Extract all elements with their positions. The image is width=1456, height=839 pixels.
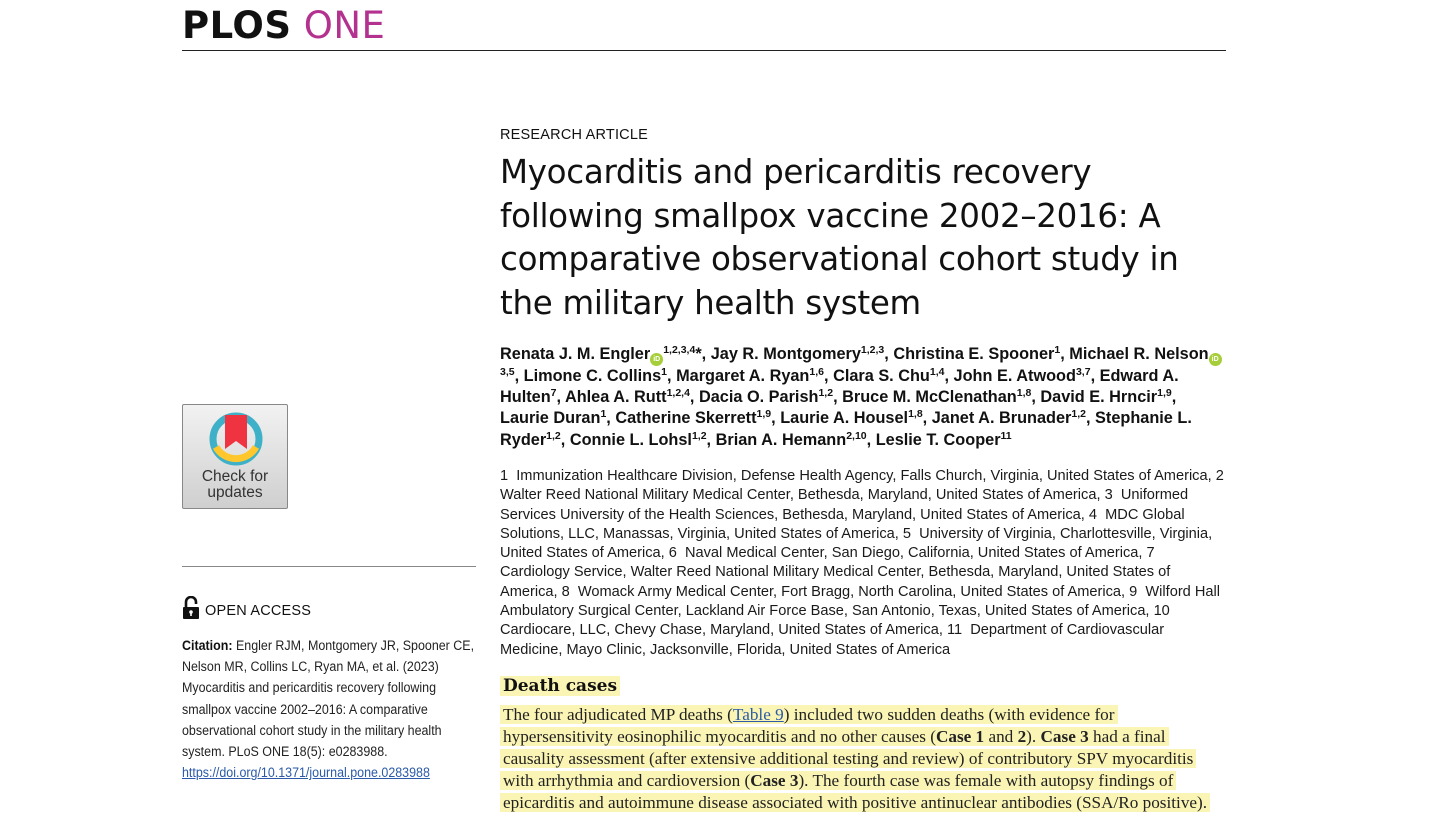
affiliation-text: Cardiology Service, Walter Reed National Military Medical Center, Bethesda, Maryland, United States of America, — [500, 564, 1171, 600]
author-name[interactable]: Brian A. Hemann — [715, 430, 847, 449]
affiliation-number: 4 — [1088, 506, 1098, 523]
citation-text: Engler RJM, Montgomery JR, Spooner CE, Nelson MR, Collins LC, Ryan MA, et al. (2023) Myocarditis and pericarditis recovery following smallpox vaccine 2002–2016: A comparative observational cohort study in the military health system. PLoS ONE 18(5): e0283988. — [182, 638, 475, 760]
author-affiliation-sup: 1,9 — [756, 408, 772, 421]
author-name[interactable]: Jay R. Montgomery — [710, 345, 861, 363]
author-name[interactable]: Ahlea A. Rutt — [564, 388, 667, 407]
author-affiliation-sup: 1,8 — [908, 408, 923, 421]
author-name[interactable]: David E. Hrncir — [1040, 388, 1158, 407]
affiliation-text: MDC Global Solutions, LLC, Manassas, Virginia, United States of America, — [500, 506, 1185, 542]
author-name[interactable]: Stephanie L. Ryder — [500, 409, 1192, 449]
citation-label: Citation: — [182, 638, 233, 653]
author-name[interactable]: Edward A. Hulten — [500, 367, 1179, 407]
author-affiliation-sup: 1 — [661, 366, 668, 378]
sidebar-divider — [182, 566, 476, 567]
crossmark-icon — [208, 411, 264, 467]
orcid-icon[interactable]: iD — [650, 353, 663, 366]
author-name[interactable]: John E. Atwood — [953, 367, 1076, 385]
author-affiliation-sup: 1,2 — [818, 387, 834, 400]
author-list: Renata J. M. Engler iD$^{1,2,3,4}$*, Jay R. Montgomery$^{1,2,3}$, Christina E. Spooner$^1$, Michael R. Nelson iD$^{3,5}$, Limone C. Collins$^1$, Margaret A. Ryan$^{1,6}$, Clara S. Chu$^{1,4}$, John E. Atwood$^{3,7}$, Edward A. Hulten$^7$, Ahlea A. Rutt$^{1,2,4}$, Dacia O. Parish$^{1,2}$, Bruce M. McClenathan$^{1,8}$, David E. Hrncir$^{1,9}$, Laurie Duran$^1$, Catherine Skerrett$^{1,9}$, Laurie A. Housel$^{1,8}$, Janet A. Brunader$^{1,2}$, Stephanie L. Ryder$^{1,2}$, Connie L. Lohsl$^{1,2}$, Brian A. Hemann$^{2,10}$, Leslie T. Cooper$^{11}$ — [500, 344, 1226, 451]
author-affiliation-sup: 2,10 — [846, 429, 867, 442]
check-for-updates-label: Check for updates — [201, 468, 269, 501]
author-affiliation-sup: 1 — [600, 408, 607, 421]
affiliation-text: Naval Medical Center, San Diego, California, United States of America, — [684, 545, 1143, 562]
corresponding-author-mark: * — [695, 345, 702, 363]
author-name[interactable]: Laurie Duran — [500, 409, 601, 428]
author-affiliation-sup: 1,2 — [691, 429, 707, 442]
author-name[interactable]: Michael R. Nelson — [1069, 345, 1209, 363]
author-affiliation-sup: 1,8 — [1016, 387, 1032, 400]
author-affiliation-sup: 7 — [550, 387, 557, 400]
affiliation-text: Wilford Hall Ambulatory Surgical Center, Lackland Air Force Base, San Antonio, Texas, United States of America, — [500, 583, 1220, 620]
article-title: Myocarditis and pericarditis recovery following smallpox vaccine 2002–2016: A comparative observational cohort study in the military health system — [500, 153, 1179, 322]
affiliation-number: 10 — [1153, 603, 1170, 620]
author-name[interactable]: Margaret A. Ryan — [676, 367, 810, 385]
author-affiliation-sup: 1,2,3 — [860, 344, 885, 356]
author-affiliation-sup: 1,9 — [1157, 387, 1172, 400]
citation-doi-link[interactable]: https://doi.org/10.1371/journal.pone.0283988 — [182, 765, 430, 781]
logo-one: ONE — [303, 4, 386, 47]
author-name[interactable]: Clara S. Chu — [833, 367, 930, 385]
author-name[interactable]: Catherine Skerrett — [615, 409, 757, 428]
journal-logo[interactable] — [182, 6, 385, 46]
author-affiliation-sup: 1,2 — [1071, 408, 1086, 421]
affiliation-text: Department of Cardiovascular Medicine, Mayo Clinic, Jacksonville, Florida, United States of America — [500, 622, 1165, 658]
citation-block — [182, 635, 476, 783]
death-cases-heading: Death cases — [500, 673, 620, 699]
author-name[interactable]: Janet A. Brunader — [931, 409, 1072, 428]
author-affiliation-sup: 1,2,3,4 — [663, 344, 696, 356]
journal-header — [182, 4, 1226, 51]
author-affiliation-sup: 1,2,4 — [666, 387, 690, 400]
table-9-link[interactable]: Table 9 — [732, 705, 784, 724]
author-affiliation-sup: 1,4 — [929, 366, 945, 378]
open-lock-icon — [182, 596, 200, 620]
author-name[interactable]: Bruce M. McClenathan — [842, 388, 1017, 407]
affiliation-number: 5 — [902, 525, 912, 542]
author-affiliation-sup: 1 — [1054, 344, 1061, 356]
author-affiliation-sup: 3,5 — [500, 366, 515, 378]
open-access-label: OPEN ACCESS — [205, 603, 312, 619]
affiliation-number: 6 — [668, 545, 677, 562]
author-affiliation-sup: 11 — [1000, 429, 1012, 442]
affiliation-number: 2 — [1215, 468, 1224, 484]
author-name[interactable]: Limone C. Collins — [523, 367, 662, 385]
author-affiliation-sup: 3,7 — [1075, 366, 1091, 378]
affiliation-text: University of Virginia, Charlottesville, Virginia, United States of America, — [500, 525, 1213, 562]
author-name[interactable]: Christina E. Spooner — [893, 345, 1055, 363]
affiliation-number: 3 — [1104, 487, 1113, 504]
author-name[interactable]: Leslie T. Cooper — [875, 430, 1001, 449]
author-name[interactable]: Laurie A. Housel — [780, 409, 909, 428]
affiliation-number: 9 — [1129, 583, 1138, 600]
affiliation-number: 1 — [500, 468, 509, 484]
affiliation-number: 8 — [561, 583, 570, 600]
affiliation-list — [500, 467, 1230, 660]
orcid-icon[interactable]: iD — [1209, 353, 1222, 366]
affiliation-text: Immunization Healthcare Division, Defense Health Agency, Falls Church, Virginia, United States of America, — [516, 468, 1212, 484]
affiliation-text: Womack Army Medical Center, Fort Bragg, North Carolina, United States of America, — [577, 583, 1126, 600]
author-name[interactable]: Dacia O. Parish — [698, 388, 819, 407]
affiliation-text: Walter Reed National Military Medical Center, Bethesda, Maryland, United States of America, — [500, 487, 1101, 504]
author-affiliation-sup: 1,6 — [809, 366, 824, 378]
author-name[interactable]: Connie L. Lohsl — [569, 430, 692, 449]
author-affiliation-sup: 1,2 — [546, 429, 561, 442]
affiliation-number: 11 — [946, 622, 963, 639]
death-cases-paragraph: The four adjudicated MP deaths (Table 9) included two sudden deaths (with evidence for hypersensitivity eosinophilic myocarditis and no other causes (Case 1 and 2). Case 3 had a final causality assessment (after extensive additional testing and review) of contributory SPV myocarditis with arrhythmia and cardioversion (Case 3). The fourth case was female with autopsy findings of epicarditis and autoimmune disease associated with positive antinuclear antibodies (SSA/Ro positive). — [500, 704, 1226, 814]
check-for-updates-button[interactable] — [182, 404, 288, 509]
affiliation-number: 7 — [1146, 545, 1155, 562]
article-type: RESEARCH ARTICLE — [500, 127, 648, 143]
logo-plos: PLOS — [182, 4, 292, 47]
affiliation-text: Cardiocare, LLC, Chevy Chase, Maryland, United States of America, — [500, 622, 943, 639]
author-name[interactable]: Renata J. M. Engler — [500, 345, 651, 363]
affiliation-text: Uniformed Services University of the Health Sciences, Bethesda, Maryland, United States of America, — [500, 487, 1189, 523]
